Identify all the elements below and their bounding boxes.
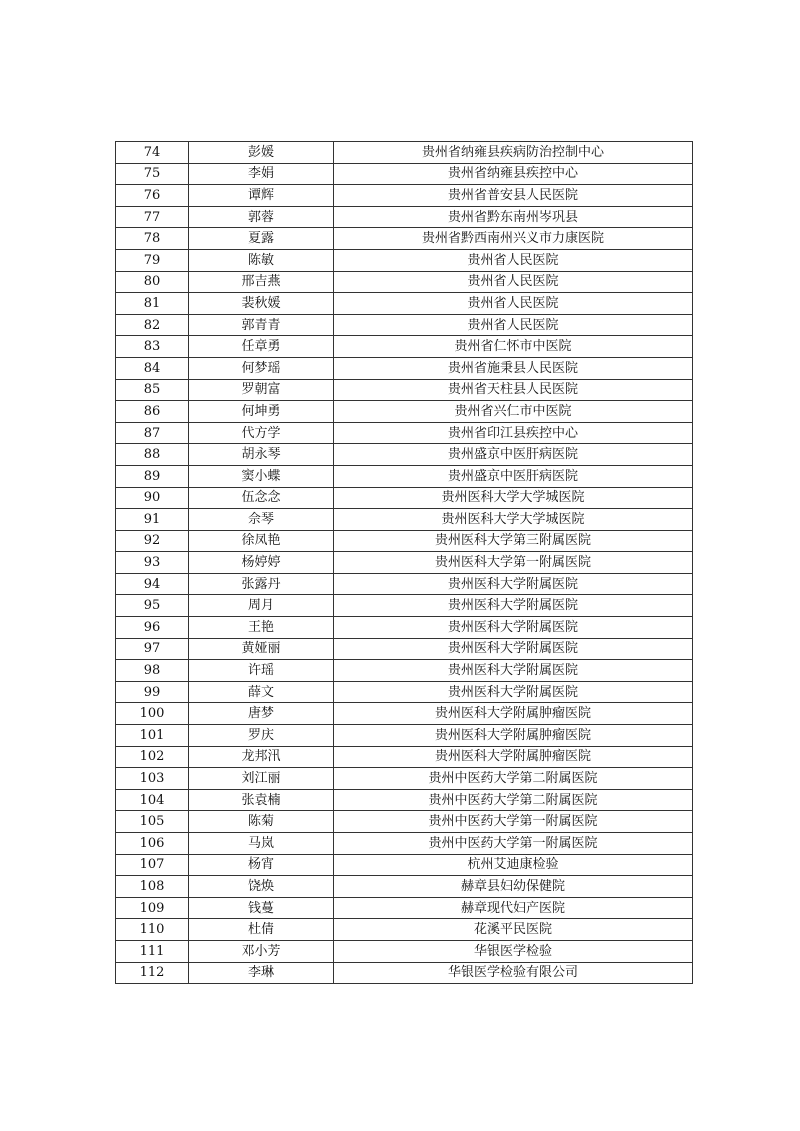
row-number-cell: 87 [116,422,189,444]
organization-cell: 贵州省人民医院 [334,271,693,293]
row-number-cell: 75 [116,163,189,185]
person-name-cell: 邓小芳 [189,940,334,962]
person-name-cell: 郭青青 [189,314,334,336]
row-number-cell: 77 [116,206,189,228]
table-row [116,509,693,531]
row-number-cell: 103 [116,768,189,790]
organization-cell: 贵州中医药大学第一附属医院 [334,811,693,833]
organization-cell: 贵州省人民医院 [334,293,693,315]
person-name-cell: 郭蓉 [189,206,334,228]
table-row [116,703,693,725]
organization-cell: 贵州省兴仁市中医院 [334,401,693,423]
table-row [116,638,693,660]
table-row [116,293,693,315]
table-row [116,595,693,617]
row-number-cell: 84 [116,357,189,379]
person-name-cell: 龙邦汛 [189,746,334,768]
table-row [116,681,693,703]
row-number-cell: 100 [116,703,189,725]
person-name-cell: 徐凤艳 [189,530,334,552]
table-row [116,379,693,401]
row-number-cell: 112 [116,962,189,984]
table-row [116,465,693,487]
table-row [116,573,693,595]
organization-cell: 贵州中医药大学第一附属医院 [334,833,693,855]
organization-cell: 贵州省黔西南州兴义市力康医院 [334,228,693,250]
person-name-cell: 刘江丽 [189,768,334,790]
row-number-cell: 96 [116,617,189,639]
person-name-cell: 王艳 [189,617,334,639]
organization-cell: 贵州盛京中医肝病医院 [334,465,693,487]
table-row [116,854,693,876]
row-number-cell: 89 [116,465,189,487]
row-number-cell: 97 [116,638,189,660]
organization-cell: 贵州省施秉县人民医院 [334,357,693,379]
person-name-cell: 任章勇 [189,336,334,358]
row-number-cell: 83 [116,336,189,358]
table-row [116,552,693,574]
organization-cell: 贵州医科大学附属肿瘤医院 [334,725,693,747]
person-name-cell: 罗朝富 [189,379,334,401]
organization-cell: 杭州艾迪康检验 [334,854,693,876]
person-name-cell: 李琳 [189,962,334,984]
row-number-cell: 109 [116,897,189,919]
row-number-cell: 101 [116,725,189,747]
organization-cell: 贵州医科大学附属肿瘤医院 [334,703,693,725]
table-row [116,660,693,682]
organization-cell: 贵州省普安县人民医院 [334,185,693,207]
table-row [116,617,693,639]
person-name-cell: 胡永琴 [189,444,334,466]
row-number-cell: 78 [116,228,189,250]
person-name-cell: 张袁楠 [189,789,334,811]
table-row [116,142,693,164]
row-number-cell: 93 [116,552,189,574]
organization-cell: 贵州医科大学大学城医院 [334,509,693,531]
row-number-cell: 111 [116,940,189,962]
table-row [116,206,693,228]
row-number-cell: 102 [116,746,189,768]
person-name-cell: 黄娅丽 [189,638,334,660]
organization-cell: 贵州医科大学附属医院 [334,638,693,660]
person-name-cell: 彭媛 [189,142,334,164]
row-number-cell: 106 [116,833,189,855]
person-name-cell: 钱蔓 [189,897,334,919]
table-row [116,444,693,466]
person-name-cell: 何梦瑶 [189,357,334,379]
row-number-cell: 99 [116,681,189,703]
organization-cell: 贵州省人民医院 [334,314,693,336]
table-row [116,768,693,790]
table-row [116,876,693,898]
person-name-cell: 唐梦 [189,703,334,725]
organization-cell: 贵州中医药大学第二附属医院 [334,789,693,811]
organization-cell: 贵州盛京中医肝病医院 [334,444,693,466]
row-number-cell: 85 [116,379,189,401]
person-name-cell: 薛文 [189,681,334,703]
organization-cell: 贵州医科大学附属医院 [334,660,693,682]
person-name-cell: 谭辉 [189,185,334,207]
organization-cell: 贵州医科大学大学城医院 [334,487,693,509]
row-number-cell: 110 [116,919,189,941]
organization-cell: 贵州医科大学第三附属医院 [334,530,693,552]
table-row [116,336,693,358]
row-number-cell: 94 [116,573,189,595]
person-name-cell: 杨宵 [189,854,334,876]
row-number-cell: 104 [116,789,189,811]
row-number-cell: 108 [116,876,189,898]
table-row [116,357,693,379]
table-row [116,919,693,941]
table-row [116,530,693,552]
row-number-cell: 74 [116,142,189,164]
organization-cell: 贵州省仁怀市中医院 [334,336,693,358]
roster-body [116,142,693,984]
person-name-cell: 代方学 [189,422,334,444]
organization-cell: 贵州省人民医院 [334,249,693,271]
row-number-cell: 81 [116,293,189,315]
table-row [116,833,693,855]
organization-cell: 贵州中医药大学第二附属医院 [334,768,693,790]
organization-cell: 贵州医科大学第一附属医院 [334,552,693,574]
organization-cell: 贵州省印江县疾控中心 [334,422,693,444]
table-row [116,725,693,747]
person-name-cell: 杜倩 [189,919,334,941]
person-name-cell: 陈菊 [189,811,334,833]
person-name-cell: 许瑶 [189,660,334,682]
organization-cell: 贵州省天柱县人民医院 [334,379,693,401]
row-number-cell: 79 [116,249,189,271]
table-row [116,811,693,833]
person-name-cell: 杨婷婷 [189,552,334,574]
person-name-cell: 窦小蝶 [189,465,334,487]
table-row [116,401,693,423]
table-row [116,422,693,444]
table-row [116,746,693,768]
organization-cell: 华银医学检验 [334,940,693,962]
row-number-cell: 92 [116,530,189,552]
organization-cell: 贵州省黔东南州岑巩县 [334,206,693,228]
person-name-cell: 李娟 [189,163,334,185]
organization-cell: 赫章现代妇产医院 [334,897,693,919]
table-row [116,940,693,962]
organization-cell: 贵州医科大学附属医院 [334,681,693,703]
row-number-cell: 82 [116,314,189,336]
row-number-cell: 91 [116,509,189,531]
person-name-cell: 何坤勇 [189,401,334,423]
table-row [116,314,693,336]
person-name-cell: 张露丹 [189,573,334,595]
row-number-cell: 98 [116,660,189,682]
table-row [116,897,693,919]
person-name-cell: 饶焕 [189,876,334,898]
organization-cell: 贵州医科大学附属医院 [334,617,693,639]
table-row [116,249,693,271]
organization-cell: 贵州省纳雍县疾病防治控制中心 [334,142,693,164]
row-number-cell: 105 [116,811,189,833]
table-row [116,163,693,185]
organization-cell: 贵州医科大学附属医院 [334,595,693,617]
table-row [116,962,693,984]
person-name-cell: 马岚 [189,833,334,855]
table-row [116,228,693,250]
roster-table [115,141,693,984]
table-row [116,271,693,293]
row-number-cell: 107 [116,854,189,876]
person-name-cell: 罗庆 [189,725,334,747]
person-name-cell: 邢吉燕 [189,271,334,293]
row-number-cell: 95 [116,595,189,617]
row-number-cell: 90 [116,487,189,509]
person-name-cell: 夏露 [189,228,334,250]
organization-cell: 花溪平民医院 [334,919,693,941]
table-row [116,185,693,207]
organization-cell: 贵州医科大学附属肿瘤医院 [334,746,693,768]
organization-cell: 贵州省纳雍县疾控中心 [334,163,693,185]
person-name-cell: 佘琴 [189,509,334,531]
table-row [116,487,693,509]
organization-cell: 赫章县妇幼保健院 [334,876,693,898]
row-number-cell: 76 [116,185,189,207]
person-name-cell: 裴秋媛 [189,293,334,315]
organization-cell: 贵州医科大学附属医院 [334,573,693,595]
row-number-cell: 88 [116,444,189,466]
organization-cell: 华银医学检验有限公司 [334,962,693,984]
row-number-cell: 80 [116,271,189,293]
person-name-cell: 伍念念 [189,487,334,509]
person-name-cell: 陈敏 [189,249,334,271]
table-row [116,789,693,811]
row-number-cell: 86 [116,401,189,423]
person-name-cell: 周月 [189,595,334,617]
